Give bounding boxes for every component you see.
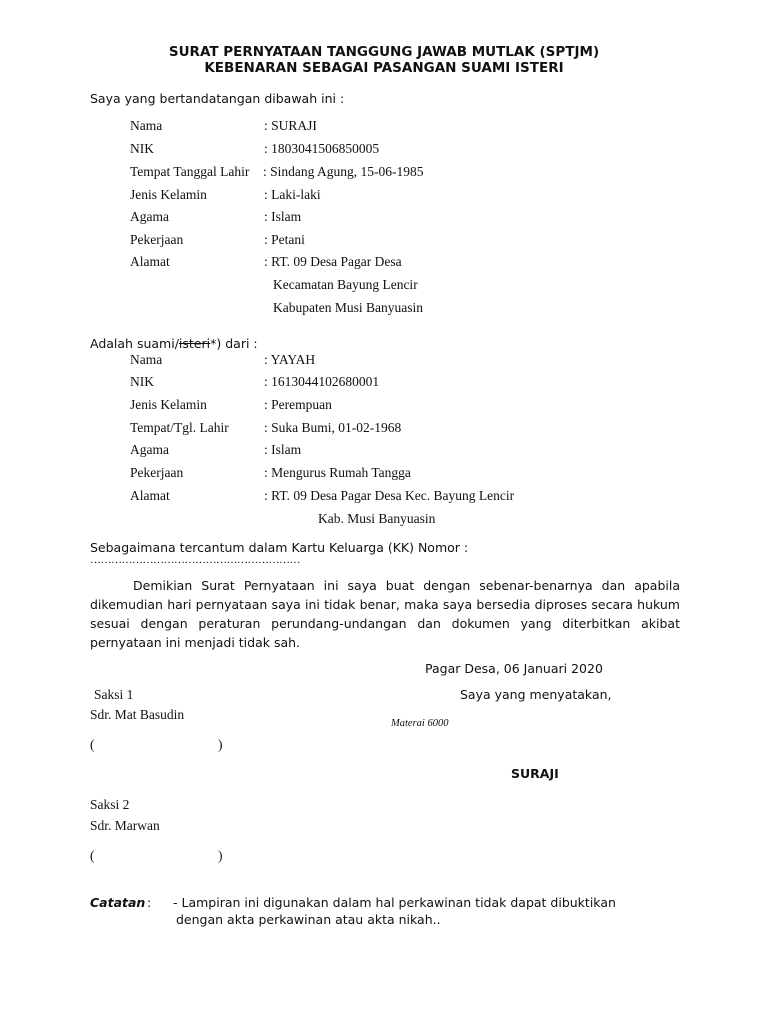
person2-label: Tempat/Tgl. Lahir [130,420,229,435]
person1-value: : Laki-laki [264,187,321,202]
person2-label: Jenis Kelamin [130,397,207,412]
document-title-line2: KEBENARAN SEBAGAI PASANGAN SUAMI ISTERI [204,60,564,76]
person1-address-line: Kabupaten Musi Banyuasin [273,300,423,315]
declarant-label: Saya yang menyatakan, [460,687,612,702]
person2-label: Pekerjaan [130,465,184,480]
statement-text: Demikian Surat Pernyataan ini saya buat dengan sebenar-benarnya dan apabila dikemudian hari pernyataan saya ini tidak benar, maka saya bersedia diproses secara hukum sesuai dengan peraturan perundang-undangan dan dokumen yang diterbitkan akibat pernyataan ini menjadi tidak sah. [90,578,680,650]
witness2-name: Sdr. Marwan [90,818,160,833]
note-line1: - Lampiran ini digunakan dalam hal perkawinan tidak dapat dibuktikan [173,895,616,910]
relation-line [90,336,258,351]
witness1-label: Saksi 1 [94,687,134,702]
note-colon: : [147,895,152,910]
person1-value: : RT. 09 Desa Pagar Desa [264,254,402,269]
witness1-signature-open: ( [90,737,95,752]
person2-label: Alamat [130,488,170,503]
person1-label: Agama [130,209,169,224]
person1-address-line: Kecamatan Bayung Lencir [273,277,418,292]
person2-value: : Mengurus Rumah Tangga [264,465,411,480]
place-date: Pagar Desa, 06 Januari 2020 [425,661,603,676]
note-line2: dengan akta perkawinan atau akta nikah.. [176,912,441,927]
person2-value: : Suka Bumi, 01-02-1968 [264,420,402,435]
person1-label: Tempat Tanggal Lahir [130,164,250,179]
kk-number-dots: …………………………………………………… [90,554,300,566]
person1-label: NIK [130,141,154,156]
materai-stamp: Materai 6000 [391,718,449,729]
person1-value: : SURAJI [264,118,317,133]
relation-prefix: Adalah suami/ [90,336,179,351]
person2-label: Nama [130,352,163,367]
witness1-signature-close: ) [218,737,223,752]
person2-label: Agama [130,442,169,457]
note-label: Catatan [90,895,146,910]
person2-value: : Perempuan [264,397,332,412]
witness2-label: Saksi 2 [90,797,130,812]
person1-label: Nama [130,118,163,133]
statement-paragraph [90,576,680,652]
document-title-line1: SURAT PERNYATAAN TANGGUNG JAWAB MUTLAK (SPTJM) [168,44,600,60]
kk-label: Sebagaimana tercantum dalam Kartu Keluarga (KK) Nomor : [90,540,469,555]
witness2-signature-open: ( [90,848,95,863]
witness1-name: Sdr. Mat Basudin [90,707,185,722]
person2-value: : YAYAH [264,352,316,367]
person1-label: Pekerjaan [130,232,184,247]
person1-value: : Sindang Agung, 15-06-1985 [263,164,424,179]
person2-value: : 1613044102680001 [264,374,380,389]
person2-value: : RT. 09 Desa Pagar Desa Kec. Bayung Lencir [264,488,515,503]
person2-address-line: Kab. Musi Banyuasin [318,511,436,526]
person1-value: : Petani [264,232,305,247]
person1-label: Alamat [130,254,170,269]
declarant-name: SURAJI [511,766,559,781]
person2-value: : Islam [264,442,302,457]
relation-struck: isteri [178,336,211,351]
witness2-signature-close: ) [218,848,223,863]
person2-label: NIK [130,374,154,389]
relation-suffix: *) dari : [210,336,258,351]
person1-value: : 1803041506850005 [264,141,380,156]
person1-label: Jenis Kelamin [130,187,207,202]
intro-text: Saya yang bertandatangan dibawah ini : [90,91,345,106]
person1-value: : Islam [264,209,302,224]
